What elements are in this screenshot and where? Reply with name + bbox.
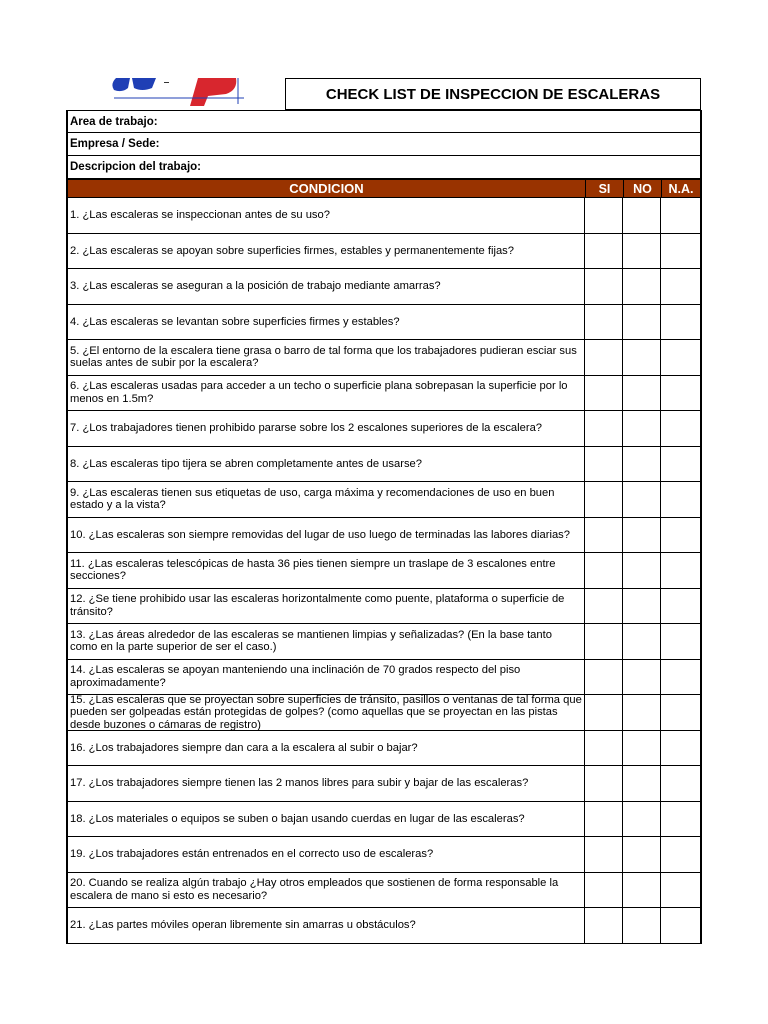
table-row xyxy=(66,660,702,696)
si-checkbox-cell[interactable] xyxy=(585,766,623,801)
checklist-sheet xyxy=(66,78,702,944)
si-checkbox-cell[interactable] xyxy=(585,447,623,482)
si-checkbox-cell[interactable] xyxy=(585,660,623,695)
company-logo xyxy=(66,78,282,110)
no-checkbox-cell[interactable] xyxy=(623,873,661,908)
table-row xyxy=(66,340,702,376)
si-checkbox-cell[interactable] xyxy=(585,411,623,446)
no-checkbox-cell[interactable] xyxy=(623,589,661,624)
no-checkbox-cell[interactable] xyxy=(623,802,661,837)
no-checkbox-cell[interactable] xyxy=(623,908,661,943)
header-row xyxy=(66,78,702,110)
question-text: 12. ¿Se tiene prohibido usar las escaleras horizontalmente como puente, plataforma o superficie de tránsito? xyxy=(68,589,585,624)
na-checkbox-cell[interactable] xyxy=(661,269,700,304)
no-checkbox-cell[interactable] xyxy=(623,518,661,553)
si-checkbox-cell[interactable] xyxy=(585,589,623,624)
no-checkbox-cell[interactable] xyxy=(623,305,661,340)
si-checkbox-cell[interactable] xyxy=(585,873,623,908)
area-field[interactable]: Area de trabajo: xyxy=(66,110,702,133)
question-text: 16. ¿Los trabajadores siempre dan cara a la escalera al subir o bajar? xyxy=(68,731,585,766)
table-row xyxy=(66,305,702,341)
si-checkbox-cell[interactable] xyxy=(585,518,623,553)
na-checkbox-cell[interactable] xyxy=(661,908,700,943)
condicion-header: CONDICION xyxy=(68,180,586,197)
si-checkbox-cell[interactable] xyxy=(585,305,623,340)
no-checkbox-cell[interactable] xyxy=(623,376,661,411)
no-checkbox-cell[interactable] xyxy=(623,766,661,801)
question-text: 8. ¿Las escaleras tipo tijera se abren completamente antes de usarse? xyxy=(68,447,585,482)
question-text: 10. ¿Las escaleras son siempre removidas del lugar de uso luego de terminadas las labores diarias? xyxy=(68,518,585,553)
no-checkbox-cell[interactable] xyxy=(623,198,661,233)
table-row xyxy=(66,553,702,589)
si-checkbox-cell[interactable] xyxy=(585,269,623,304)
na-checkbox-cell[interactable] xyxy=(661,234,700,269)
table-row xyxy=(66,518,702,554)
na-checkbox-cell[interactable] xyxy=(661,873,700,908)
na-checkbox-cell[interactable] xyxy=(661,731,700,766)
table-row xyxy=(66,482,702,518)
si-checkbox-cell[interactable] xyxy=(585,695,623,730)
no-header: NO xyxy=(624,180,662,197)
na-checkbox-cell[interactable] xyxy=(661,589,700,624)
na-checkbox-cell[interactable] xyxy=(661,376,700,411)
question-text: 9. ¿Las escaleras tienen sus etiquetas de uso, carga máxima y recomendaciones de uso en buen estado y a la vista? xyxy=(68,482,585,517)
na-checkbox-cell[interactable] xyxy=(661,305,700,340)
no-checkbox-cell[interactable] xyxy=(623,660,661,695)
table-row xyxy=(66,731,702,767)
question-text: 5. ¿El entorno de la escalera tiene grasa o barro de tal forma que los trabajadores pudieran esciar sus suelas antes de subir por la escalera? xyxy=(68,340,585,375)
si-checkbox-cell[interactable] xyxy=(585,234,623,269)
table-row xyxy=(66,766,702,802)
question-text: 1. ¿Las escaleras se inspeccionan antes de su uso? xyxy=(68,198,585,233)
table-row xyxy=(66,376,702,412)
no-checkbox-cell[interactable] xyxy=(623,731,661,766)
no-checkbox-cell[interactable] xyxy=(623,482,661,517)
si-checkbox-cell[interactable] xyxy=(585,908,623,943)
descripcion-field[interactable]: Descripcion del trabajo: xyxy=(66,156,702,179)
question-list xyxy=(66,198,702,944)
table-row xyxy=(66,873,702,909)
question-text: 14. ¿Las escaleras se apoyan manteniendo una inclinación de 70 grados respecto del piso aproximadamente? xyxy=(68,660,585,695)
table-row xyxy=(66,447,702,483)
question-text: 13. ¿Las áreas alrededor de las escaleras se mantienen limpias y señalizadas? (En la base tanto como en la parte superior de ser el caso.) xyxy=(68,624,585,659)
table-row xyxy=(66,411,702,447)
si-checkbox-cell[interactable] xyxy=(585,376,623,411)
na-checkbox-cell[interactable] xyxy=(661,695,700,730)
no-checkbox-cell[interactable] xyxy=(623,234,661,269)
table-row xyxy=(66,234,702,270)
no-checkbox-cell[interactable] xyxy=(623,553,661,588)
no-checkbox-cell[interactable] xyxy=(623,340,661,375)
na-checkbox-cell[interactable] xyxy=(661,411,700,446)
table-row xyxy=(66,695,702,731)
question-text: 6. ¿Las escaleras usadas para acceder a un techo o superficie plana sobrepasan la superficie por lo menos en 1.5m? xyxy=(68,376,585,411)
si-checkbox-cell[interactable] xyxy=(585,340,623,375)
question-text: 19. ¿Los trabajadores están entrenados en el correcto uso de escaleras? xyxy=(68,837,585,872)
table-row xyxy=(66,589,702,625)
si-checkbox-cell[interactable] xyxy=(585,802,623,837)
na-checkbox-cell[interactable] xyxy=(661,766,700,801)
na-header: N.A. xyxy=(668,181,694,196)
no-checkbox-cell[interactable] xyxy=(623,269,661,304)
table-header xyxy=(66,179,702,198)
question-text: 11. ¿Las escaleras telescópicas de hasta 36 pies tienen siempre un traslape de 3 escalones entre secciones? xyxy=(68,553,585,588)
empresa-field[interactable]: Empresa / Sede: xyxy=(66,133,702,156)
page-title: CHECK LIST DE INSPECCION DE ESCALERAS xyxy=(285,78,701,110)
si-checkbox-cell[interactable] xyxy=(585,837,623,872)
na-checkbox-cell[interactable] xyxy=(661,660,700,695)
na-checkbox-cell[interactable] xyxy=(661,837,700,872)
table-row xyxy=(66,198,702,234)
si-checkbox-cell[interactable] xyxy=(585,624,623,659)
na-checkbox-cell[interactable] xyxy=(661,624,700,659)
question-text: 4. ¿Las escaleras se levantan sobre superficies firmes y estables? xyxy=(68,305,585,340)
question-text: 17. ¿Los trabajadores siempre tienen las 2 manos libres para subir y bajar de las escaleras? xyxy=(68,766,585,801)
no-checkbox-cell[interactable] xyxy=(623,447,661,482)
table-row xyxy=(66,837,702,873)
na-checkbox-cell[interactable] xyxy=(661,447,700,482)
na-checkbox-cell[interactable] xyxy=(661,802,700,837)
table-row xyxy=(66,908,702,944)
table-row xyxy=(66,269,702,305)
si-header: SI xyxy=(586,180,624,197)
question-text: 7. ¿Los trabajadores tienen prohibido pararse sobre los 2 escalones superiores de la escalera? xyxy=(68,411,585,446)
no-checkbox-cell[interactable] xyxy=(623,837,661,872)
na-checkbox-cell[interactable] xyxy=(661,518,700,553)
question-text: 15. ¿Las escaleras que se proyectan sobre superficies de tránsito, pasillos o ventanas de tal forma que pueden ser golpeadas están protegidas de golpes? (como aquellas que se proyectan en las pistas desde buzones o cámaras de registro) xyxy=(68,695,585,730)
no-checkbox-cell[interactable] xyxy=(623,695,661,730)
question-text: 20. Cuando se realiza algún trabajo ¿Hay otros empleados que sostienen de forma responsable la escalera de mano si esto es necesario? xyxy=(68,873,585,908)
table-row xyxy=(66,802,702,838)
question-text: 2. ¿Las escaleras se apoyan sobre superficies firmes, estables y permanentemente fijas? xyxy=(68,234,585,269)
question-text: 21. ¿Las partes móviles operan libremente sin amarras u obstáculos? xyxy=(68,908,585,943)
si-checkbox-cell[interactable] xyxy=(585,198,623,233)
si-checkbox-cell[interactable] xyxy=(585,482,623,517)
na-checkbox-cell[interactable] xyxy=(661,198,700,233)
question-text: 3. ¿Las escaleras se aseguran a la posición de trabajo mediante amarras? xyxy=(68,269,585,304)
question-text: 18. ¿Los materiales o equipos se suben o bajan usando cuerdas en lugar de las escaleras? xyxy=(68,802,585,837)
table-row xyxy=(66,624,702,660)
na-checkbox-cell[interactable] xyxy=(661,482,700,517)
si-checkbox-cell[interactable] xyxy=(585,553,623,588)
no-checkbox-cell[interactable] xyxy=(623,411,661,446)
si-checkbox-cell[interactable] xyxy=(585,731,623,766)
na-checkbox-cell[interactable] xyxy=(661,553,700,588)
na-checkbox-cell[interactable] xyxy=(661,340,700,375)
no-checkbox-cell[interactable] xyxy=(623,624,661,659)
